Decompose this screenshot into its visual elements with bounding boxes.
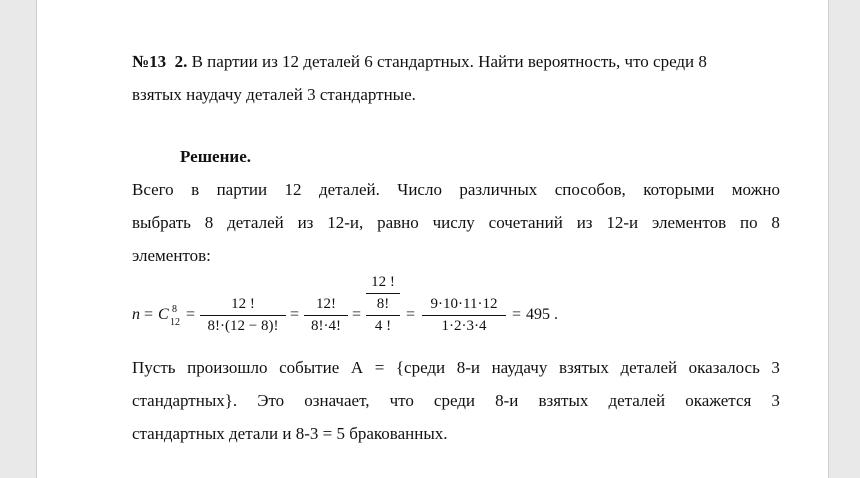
word: событие: [279, 358, 340, 377]
word: 3: [771, 391, 780, 410]
fraction-2-denominator: 8!·4!: [311, 318, 341, 334]
problem-line-1: [132, 50, 780, 74]
word: в: [191, 180, 200, 199]
word: Это: [257, 391, 285, 410]
word: {среди: [395, 358, 446, 377]
word: которыми: [643, 180, 715, 199]
fraction-3-top: 12 !: [371, 274, 395, 290]
fraction-4-denominator: 1·2·3·4: [441, 318, 487, 334]
para2-line-2: [132, 389, 780, 413]
word: 8: [771, 213, 780, 232]
word: А: [350, 358, 364, 377]
word: произошло: [187, 358, 268, 377]
word: из: [576, 213, 593, 232]
fraction-1-numerator: 12 !: [231, 296, 255, 312]
word: 12: [284, 180, 302, 199]
word: деталей: [227, 213, 284, 232]
para1-line-3: элементов:: [132, 246, 211, 265]
word: можно: [731, 180, 780, 199]
word: среди: [433, 391, 476, 410]
word: что: [389, 391, 414, 410]
word: 12-и,: [327, 213, 364, 232]
para1-line-1: [132, 178, 780, 202]
word: способов,: [554, 180, 626, 199]
word: стандартных}.: [132, 391, 238, 410]
fraction-4: [422, 296, 506, 335]
formula-eq: =: [352, 306, 362, 323]
word: 8-и: [456, 358, 480, 377]
word: деталей: [608, 391, 666, 410]
formula-result: 495 .: [526, 306, 558, 323]
fraction-3-middle: 8!: [376, 296, 390, 312]
word: 3: [771, 358, 780, 377]
problem-text-line-1: В партии из 12 деталей 6 стандартных. Найти вероятность, что среди 8: [191, 52, 707, 71]
word: Число: [397, 180, 442, 199]
word: сочетаний: [488, 213, 563, 232]
word: партии: [216, 180, 268, 199]
para2-line-3: стандартных детали и 8-3 = 5 бракованных.: [132, 424, 448, 443]
word: 8: [204, 213, 214, 232]
word: Всего: [132, 180, 174, 199]
word: окажется: [685, 391, 752, 410]
word: =: [374, 358, 385, 377]
formula-eq: =: [512, 306, 522, 323]
fraction-4-numerator: 9·10·11·12: [430, 296, 498, 312]
formula-C: C: [158, 306, 169, 323]
word: 12-и: [606, 213, 639, 232]
document-page: [36, 0, 829, 478]
formula-eq: =: [406, 306, 416, 323]
fraction-1: [200, 296, 286, 335]
word: означает,: [304, 391, 370, 410]
word: Пусть: [132, 358, 176, 377]
word: элементов: [651, 213, 727, 232]
word: наудачу: [491, 358, 548, 377]
word: равно: [377, 213, 419, 232]
word: деталей: [620, 358, 678, 377]
word: выбрать: [132, 213, 191, 232]
problem-text-line-2: взятых наудачу деталей 3 стандартные.: [132, 85, 416, 104]
word: по: [739, 213, 758, 232]
word: из: [297, 213, 314, 232]
problem-number: №13: [132, 52, 167, 71]
fraction-3: [366, 274, 400, 335]
formula-eq: =: [186, 306, 196, 323]
fraction-2: [304, 296, 348, 335]
word: взятых: [558, 358, 609, 377]
combination-formula: [132, 270, 780, 340]
word: различных: [459, 180, 538, 199]
word: оказалось: [688, 358, 760, 377]
problem-sub-number: 2.: [174, 52, 188, 71]
formula-eq: =: [144, 306, 154, 323]
formula-eq: =: [290, 306, 300, 323]
formula-n: n: [132, 306, 140, 323]
solution-heading: Решение.: [180, 147, 251, 166]
fraction-2-numerator: 12!: [316, 296, 336, 312]
formula-C-sub: 12: [170, 317, 180, 328]
fraction-3-denominator: 4 !: [374, 318, 392, 334]
para1-line-2: [132, 211, 780, 235]
word: взятых: [538, 391, 589, 410]
formula-C-sup: 8: [172, 304, 177, 315]
word: деталей.: [318, 180, 380, 199]
para2-line-1: [132, 356, 780, 380]
fraction-1-denominator: 8!·(12 − 8)!: [207, 318, 279, 334]
word: числу: [432, 213, 475, 232]
word: 8-и: [495, 391, 519, 410]
